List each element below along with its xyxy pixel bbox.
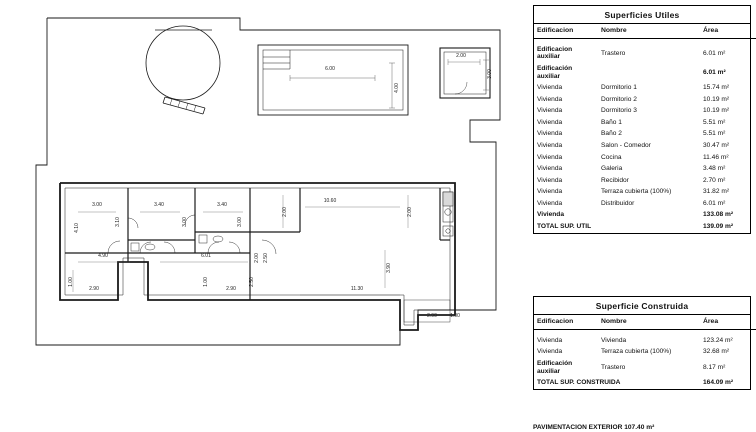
cell-area: 3.48 m² (703, 165, 726, 173)
footer-note: PAVIMENTACION EXTERIOR 107.40 m² (533, 424, 655, 431)
cell-area: 123.24 m² (703, 336, 733, 344)
cell-edificacion: Vivienda (537, 118, 563, 126)
dimension-label: 1.00 (68, 277, 74, 287)
cell-area: 31.82 m² (703, 188, 730, 196)
dimension-label: 2.00 (254, 253, 260, 263)
dimension-label: 3.00 (182, 217, 188, 227)
dimension-label: 3.40 (217, 202, 227, 208)
dimension-label: 4.10 (74, 223, 80, 233)
cell-nombre: Terraza cubierta (100%) (601, 188, 672, 196)
cell-area: 6.01 m² (703, 68, 726, 76)
dimension-label: 6.01 (201, 253, 211, 259)
dimension-label: 2.50 (263, 253, 269, 263)
dimension-label: 3.90 (386, 263, 392, 273)
cell-edificacion: Vivienda (537, 211, 564, 219)
dimension-label: 3.40 (154, 202, 164, 208)
cell-area: 2.70 m² (703, 176, 726, 184)
dimension-label: 2.00 (282, 207, 288, 217)
dimension-label: 3.00 (237, 217, 243, 227)
header-area: Área (700, 24, 756, 38)
cell-nombre (598, 209, 700, 221)
cell-area: 8.17 m² (703, 363, 726, 371)
cell-nombre: Baño 1 (601, 118, 622, 126)
table-superficies-utiles (533, 5, 751, 234)
cell-nombre: Trastero (601, 363, 626, 371)
table-row (534, 105, 756, 117)
dimension-label: 2.90 (427, 313, 437, 319)
total-label: TOTAL SUP. UTIL (537, 223, 592, 231)
cell-nombre: Terraza cubierta (100%) (601, 348, 672, 356)
dimension-label: 4.90 (98, 253, 108, 259)
cell-edificacion: Vivienda (537, 153, 563, 161)
table-row (534, 44, 756, 63)
cell-area: 5.51 m² (703, 130, 726, 138)
cell-area: 11.46 m² (703, 153, 729, 161)
cell-nombre: Baño 2 (601, 130, 622, 138)
dimension-label: 2.90 (226, 286, 236, 292)
table-row (534, 198, 756, 210)
kitchen-fixtures (443, 192, 453, 236)
table-superficie-construida (533, 296, 751, 390)
dimension-label: 1.00 (203, 277, 209, 287)
cell-nombre: Dormitorio 2 (601, 95, 637, 103)
cell-nombre: Dormitorio 1 (601, 84, 637, 92)
dimension-label: 2.00 (407, 207, 413, 217)
table-header-row (534, 24, 756, 38)
table-row (534, 82, 756, 94)
cell-nombre: Galeria (601, 165, 623, 173)
cell-area: 5.51 m² (703, 118, 726, 126)
total-value: 139.09 m² (703, 223, 734, 231)
table-row (534, 186, 756, 198)
header-nombre: Nombre (598, 24, 700, 38)
cell-nombre: Cocina (601, 153, 622, 161)
cell-edificacion: Vivienda (537, 188, 563, 196)
cell-area: 15.74 m² (703, 84, 730, 92)
dimension-label: 3.00 (92, 202, 102, 208)
table-total-row (534, 221, 756, 233)
cell-edificacion: Vivienda (537, 130, 563, 138)
table-header-row (534, 315, 756, 329)
pool (258, 45, 408, 115)
cell-nombre: Vivienda (601, 336, 627, 344)
cell-edificacion: Edificación auxiliar (537, 64, 573, 80)
table-row (534, 346, 756, 358)
cell-nombre: Distribuidor (601, 199, 635, 207)
cell-edificacion: Vivienda (537, 336, 563, 344)
cell-edificacion: Vivienda (537, 84, 563, 92)
cell-area: 10.19 m² (703, 107, 730, 115)
table-total-row (534, 377, 756, 389)
cell-edificacion: Vivienda (537, 142, 563, 150)
dimension-label: 1.00 (450, 313, 460, 319)
dimension-label: 6.00 (325, 66, 335, 72)
cell-area: 6.01 m² (703, 199, 726, 207)
table-title-utiles: Superficies Utiles (534, 6, 750, 24)
cell-nombre: Recibidor (601, 176, 629, 184)
cell-area: 133.08 m² (703, 211, 734, 219)
dimension-label: 2.00 (456, 53, 466, 59)
cell-edificacion: Vivienda (537, 176, 563, 184)
cell-nombre: Salon - Comedor (601, 142, 651, 150)
cell-area: 10.19 m² (703, 95, 730, 103)
table-row (534, 358, 756, 377)
total-label: TOTAL SUP. CONSTRUIDA (537, 379, 621, 387)
cell-area: 30.47 m² (703, 142, 730, 150)
cell-area: 6.01 m² (703, 49, 726, 57)
dimension-label: 2.90 (89, 286, 99, 292)
table-row (534, 175, 756, 187)
cell-area: 32.68 m² (703, 348, 730, 356)
header-edificacion: Edificacion (534, 24, 598, 38)
header-nombre: Nombre (598, 315, 700, 329)
utiles-grid (534, 24, 756, 233)
dimension-label: 3.00 (487, 69, 493, 79)
table-row (534, 94, 756, 106)
dimension-label: 4.00 (394, 83, 400, 93)
plot-outline (36, 18, 500, 345)
cell-edificacion: Edificacion auxiliar (537, 45, 573, 61)
construida-grid (534, 315, 756, 389)
table-row (534, 140, 756, 152)
dimension-label: 10.60 (323, 198, 337, 204)
table-row (534, 152, 756, 164)
cell-edificacion: Vivienda (537, 165, 563, 173)
cell-nombre: Trastero (601, 49, 626, 57)
bathroom-fixtures (131, 235, 223, 251)
table-row (534, 63, 756, 82)
dimension-label: 11.30 (350, 286, 364, 292)
table-row (534, 209, 756, 221)
table-row (534, 128, 756, 140)
header-area: Área (700, 315, 756, 329)
table-row (534, 335, 756, 347)
dimension-label: 3.10 (115, 217, 121, 227)
dimension-label: 2.50 (249, 277, 255, 287)
header-edificacion: Edificacion (534, 315, 598, 329)
table-row (534, 117, 756, 129)
cell-nombre (598, 63, 700, 82)
table-row (534, 163, 756, 175)
circular-feature (146, 26, 220, 114)
cell-edificacion: Vivienda (537, 95, 563, 103)
total-value: 164.09 m² (703, 379, 734, 387)
table-title-construida: Superficie Construida (534, 297, 750, 315)
cell-edificacion: Vivienda (537, 107, 563, 115)
doors (108, 215, 276, 254)
cell-edificacion: Vivienda (537, 348, 563, 356)
cell-edificacion: Edificación auxiliar (537, 359, 573, 375)
cell-edificacion: Vivienda (537, 199, 563, 207)
cell-nombre: Dormitorio 3 (601, 107, 637, 115)
dimension-labels (68, 53, 493, 319)
